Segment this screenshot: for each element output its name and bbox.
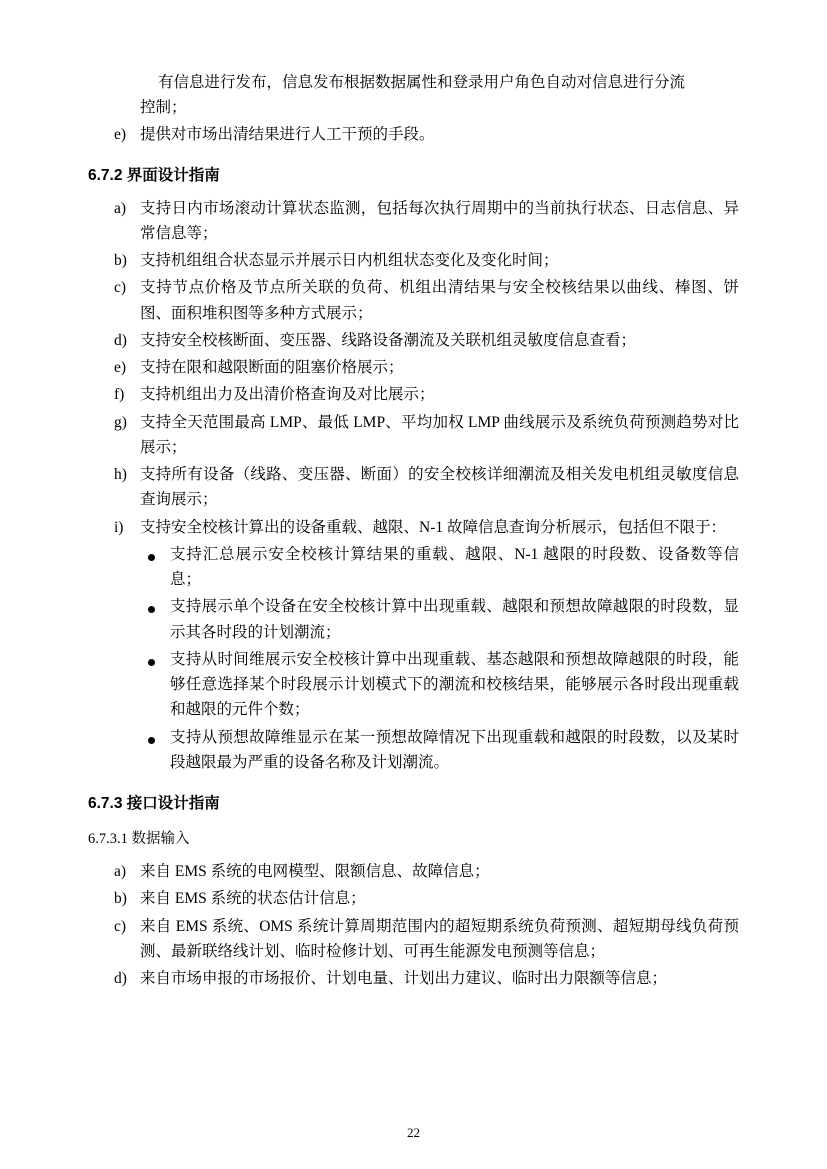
bullet-item-text: 支持展示单个设备在安全校核计算中出现重载、越限和预想故障越限的时段数，显示其各时段的计划潮流；	[170, 598, 739, 641]
list-item	[88, 914, 739, 965]
bullet-item-text: 支持从预想故障维显示在某一预想故障情况下出现重载和越限的时段数，以及某时段越限最为严重的设备名称及计划潮流。	[170, 728, 739, 771]
bullet-item-text: 支持从时间维展示安全校核计算中出现重载、基态越限和预想故障越限的时段，能够任意选择某个时段展示计划模式下的潮流和校核结果，能够展示各时段出现重载和越限的元件个数；	[170, 650, 739, 719]
list-item-text: 支持安全校核计算出的设备重载、越限、N-1 故障信息查询分析展示，包括但不限于：	[140, 518, 726, 536]
list-item	[88, 248, 739, 273]
list-item-marker: i)	[114, 518, 124, 536]
list-item-marker: g)	[114, 413, 127, 431]
list-item-text: 支持全天范围最高 LMP、最低 LMP、平均加权 LMP 曲线展示及系统负荷预测趋势对比展示；	[140, 413, 739, 456]
list-item-text: 支持节点价格及节点所关联的负荷、机组出清结果与安全校核结果以曲线、棒图、饼图、面积堆积图等多种方式展示；	[140, 279, 739, 322]
page-content	[88, 70, 739, 991]
section-heading-6-7-2: 6.7.2 界面设计指南	[88, 167, 220, 185]
list-item-text: 支持在限和越限断面的阻塞价格展示；	[140, 359, 404, 377]
list-item	[88, 122, 739, 147]
list-item-text: 支持机组出力及出清价格查询及对比展示；	[140, 386, 435, 404]
list-item-text: 支持安全校核断面、变压器、线路设备潮流及关联机组灵敏度信息查看；	[140, 331, 637, 349]
list-item	[88, 355, 739, 380]
bullet-icon	[88, 594, 170, 612]
list-item-text: 支持所有设备（线路、变压器、断面）的安全校核详细潮流及相关发电机组灵敏度信息查询展示；	[140, 466, 739, 509]
section-heading-6-7-3: 6.7.3 接口设计指南	[88, 795, 220, 813]
list-item-marker: b)	[114, 890, 127, 908]
list-item	[88, 196, 739, 247]
list-item	[88, 328, 739, 353]
list-item	[88, 515, 739, 540]
bullet-item	[88, 542, 739, 593]
list-item-marker: h)	[114, 466, 127, 484]
list-item-marker: b)	[114, 252, 127, 270]
section-6-7-2-list	[88, 196, 739, 540]
list-item-marker: c)	[114, 279, 127, 297]
list-item-marker: e)	[114, 126, 127, 144]
bullet-item	[88, 725, 739, 776]
bullet-icon	[88, 542, 170, 560]
list-item	[88, 382, 739, 407]
list-item	[88, 859, 739, 884]
top-list	[88, 122, 739, 147]
list-item-marker: d)	[114, 331, 127, 349]
list-item	[88, 275, 739, 326]
page-number: 22	[407, 1125, 420, 1140]
bullet-item	[88, 647, 739, 723]
list-item-text: 来自 EMS 系统的状态估计信息；	[140, 890, 366, 908]
list-item	[88, 966, 739, 991]
list-item-text: 支持日内市场滚动计算状态监测，包括每次执行周期中的当前执行状态、日志信息、异常信息等；	[140, 199, 739, 242]
list-item	[88, 462, 739, 513]
list-item-marker: a)	[114, 863, 127, 881]
list-item-marker: c)	[114, 917, 127, 935]
list-item-text: 提供对市场出清结果进行人工干预的手段。	[140, 126, 435, 144]
section-subheading-6-7-3-1: 6.7.3.1 数据输入	[88, 831, 190, 848]
bullet-item-text: 支持汇总展示安全校核计算结果的重载、越限、N-1 越限的时段数、设备数等信息；	[170, 545, 739, 589]
list-item	[88, 410, 739, 461]
section-6-7-2-sub-bullets	[88, 542, 739, 775]
list-item-marker: f)	[114, 386, 125, 404]
list-item-marker: e)	[114, 359, 127, 377]
continuation-paragraph-line1: 有信息进行发布，信息发布根据数据属性和登录用户角色自动对信息进行分流	[158, 74, 686, 91]
bullet-icon	[88, 647, 170, 665]
list-item-text: 来自 EMS 系统的电网模型、限额信息、故障信息；	[140, 863, 490, 881]
continuation-paragraph-line2: 控制；	[140, 99, 187, 117]
list-item-marker: a)	[114, 199, 127, 217]
list-item-text: 支持机组组合状态显示并展示日内机组状态变化及变化时间；	[140, 252, 559, 270]
bullet-item	[88, 594, 739, 645]
list-item-text: 来自 EMS 系统、OMS 系统计算周期范围内的超短期系统负荷预测、超短期母线负荷预测、最新联络线计划、临时检修计划、可再生能源发电预测等信息；	[140, 917, 739, 960]
continuation-paragraph	[88, 70, 739, 120]
list-item	[88, 886, 739, 911]
section-6-7-3-list	[88, 859, 739, 991]
list-item-marker: d)	[114, 970, 127, 988]
bullet-icon	[88, 725, 170, 743]
list-item-text: 来自市场申报的市场报价、计划电量、计划出力建议、临时出力限额等信息；	[140, 970, 668, 988]
